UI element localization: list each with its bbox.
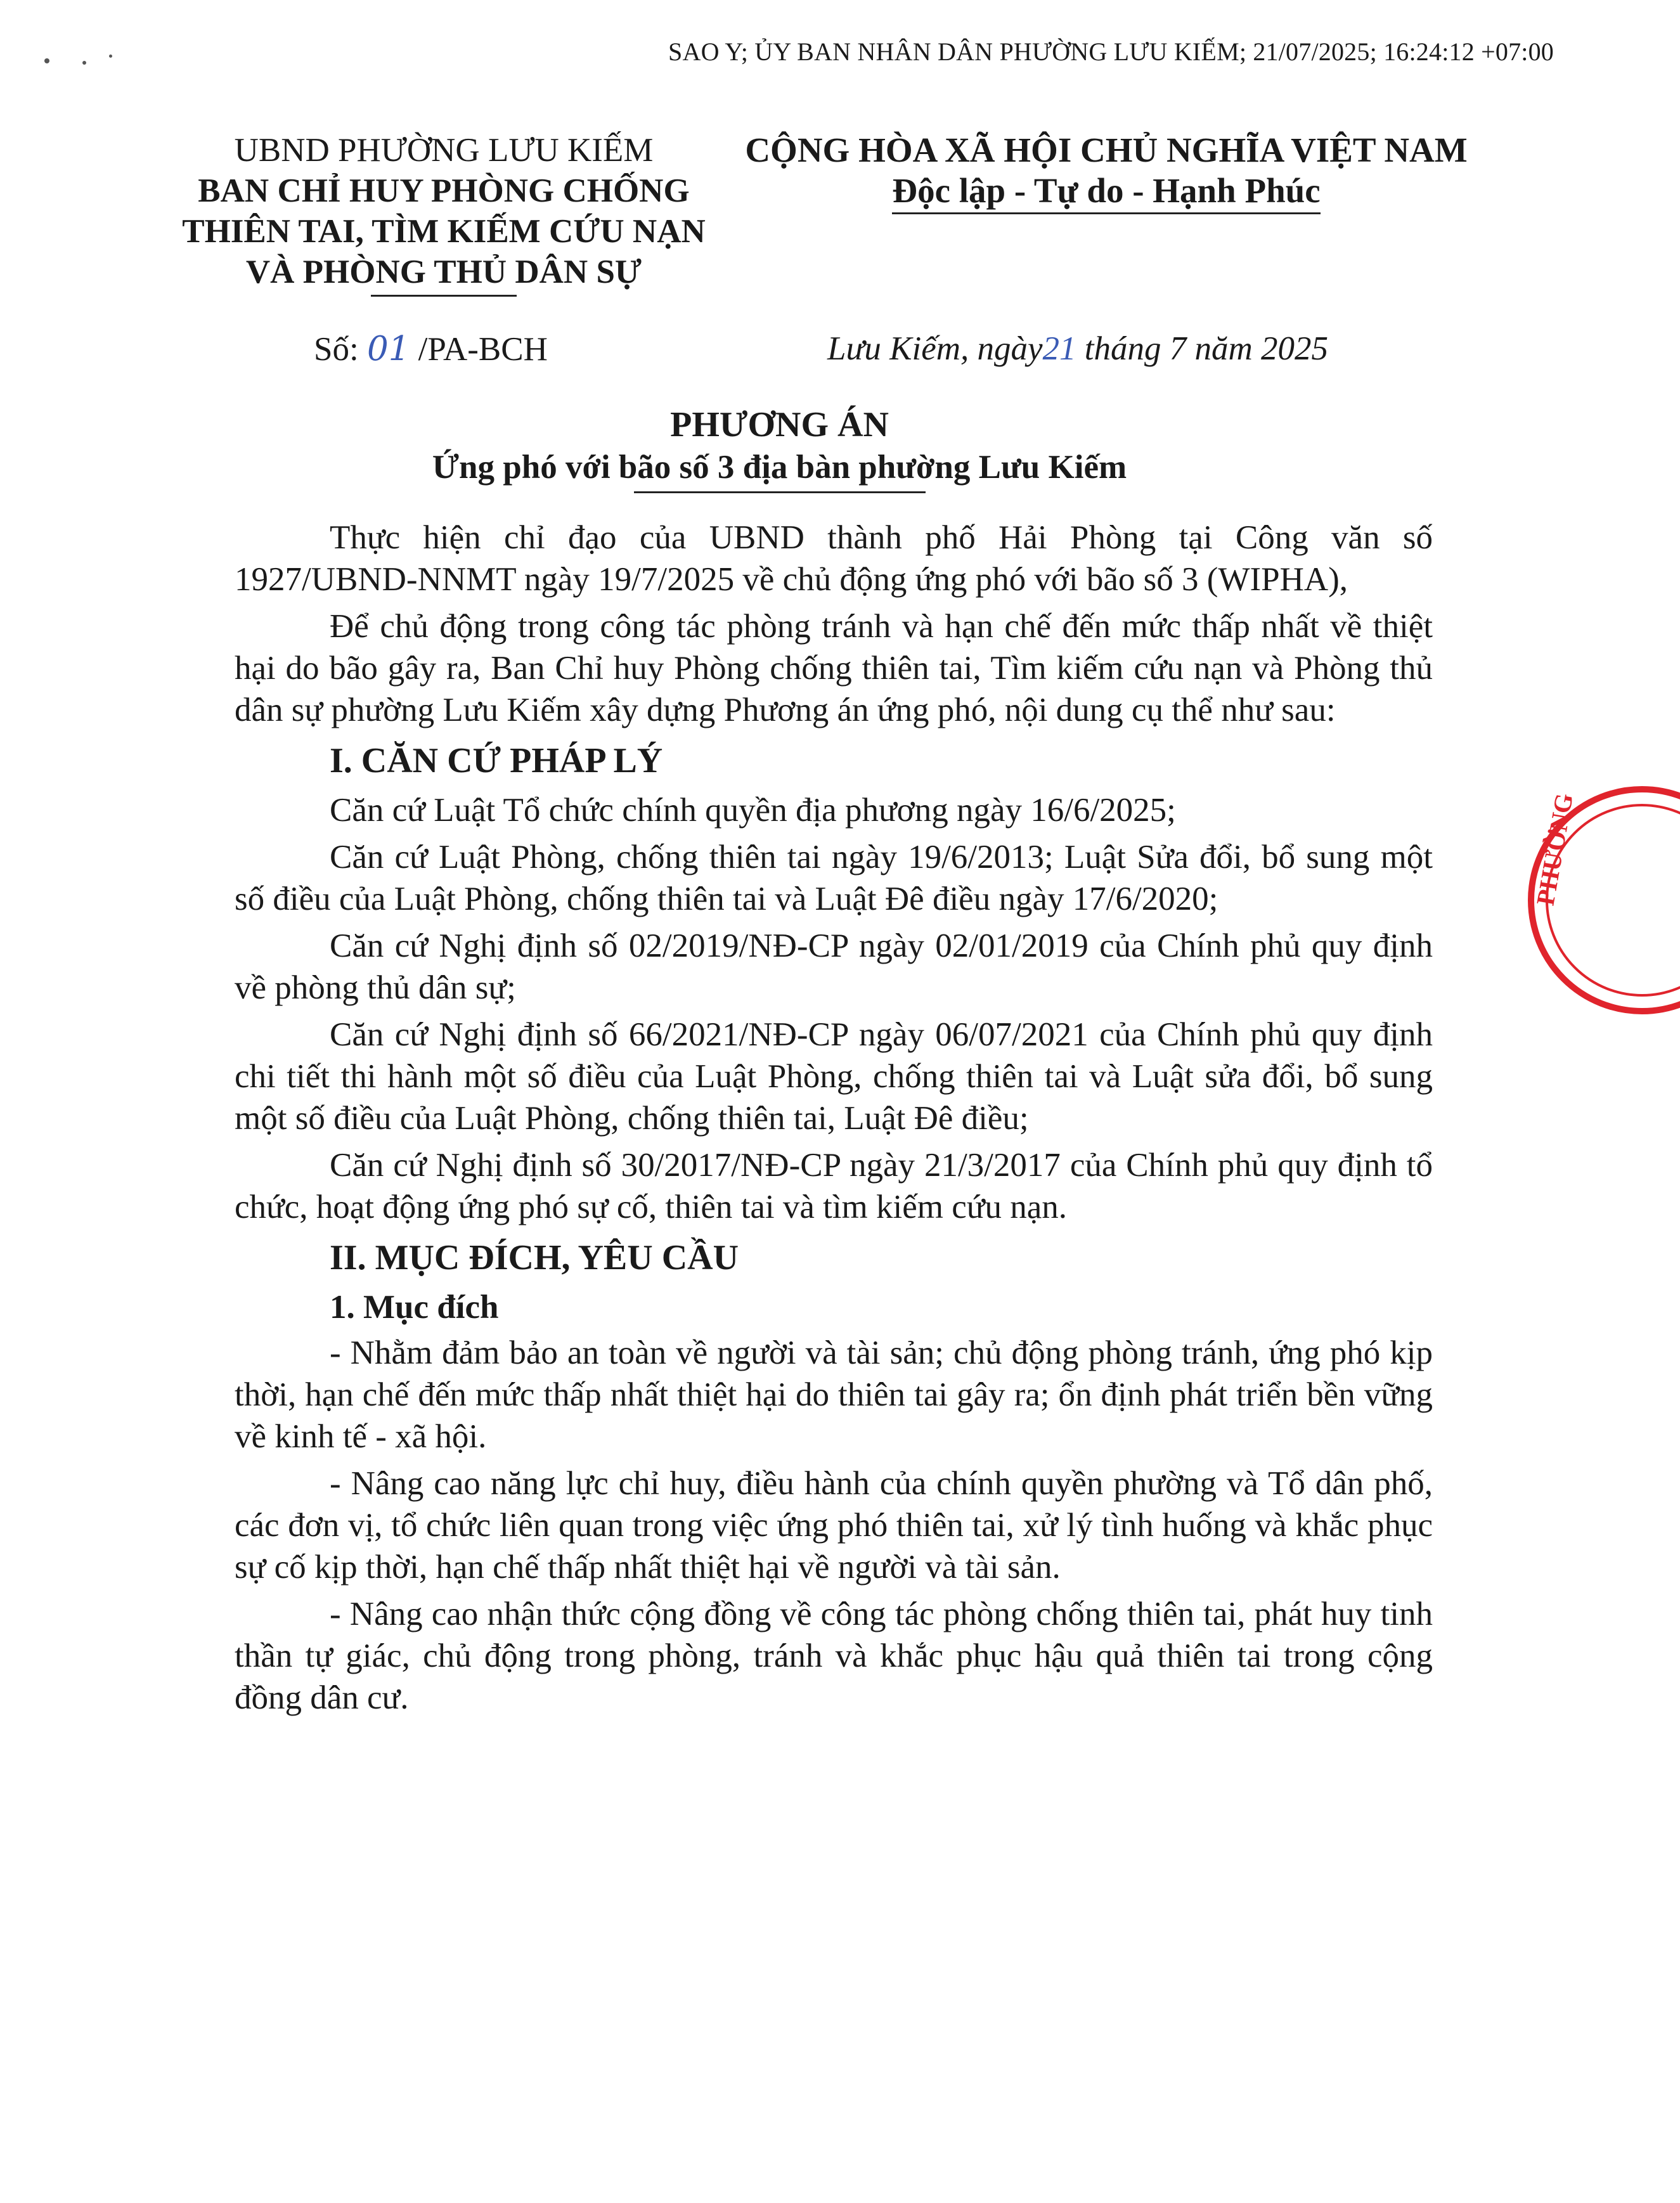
purpose-paragraph: - Nâng cao năng lực chỉ huy, điều hành của chính quyền phường và Tổ dân phố, các đơn vị, tổ chức liên quan trong việc ứng phó thiên tai, xử lý tình huống và khắc phục sự cố kịp thời, hạn chế thấp nhất thiệt hại về người và tài sản. [235, 1465, 1433, 1586]
section-heading: II. MỤC ĐÍCH, YÊU CẦU [330, 1238, 739, 1277]
purpose-paragraph: - Nâng cao nhận thức cộng đồng về công tác phòng chống thiên tai, phát huy tinh thần tự giác, chủ động trong phòng, tránh và khắc phục hậu quả thiên tai trong cộng đồng dân cư. [235, 1596, 1433, 1716]
document-title-block [0, 403, 1559, 493]
national-title: CỘNG HÒA XÃ HỘI CHỦ NGHĨA VIỆT NAM [745, 131, 1468, 169]
digital-copy-stamp: SAO Y; ỦY BAN NHÂN DÂN PHƯỜNG LƯU KIẾM; 21/07/2025; 16:24:12 +07:00 [668, 37, 1554, 66]
red-seal-stamp [1515, 780, 1680, 1021]
document-title: PHƯƠNG ÁN [670, 405, 889, 444]
legal-basis-paragraph: Căn cứ Luật Phòng, chống thiên tai ngày 19/6/2013; Luật Sửa đổi, bổ sung một số điều của Luật Phòng, chống thiên tai và Luật Đê điều ngày 17/6/2020; [235, 839, 1433, 917]
scan-speck [44, 58, 49, 63]
section-heading: I. CĂN CỨ PHÁP LÝ [330, 741, 663, 780]
intro-paragraph: Để chủ động trong công tác phòng tránh và hạn chế đến mức thấp nhất về thiệt hại do bão gây ra, Ban Chỉ huy Phòng chống thiên tai, Tìm kiếm cứu nạn và Phòng thủ dân sự phường Lưu Kiếm xây dựng Phương án ứng phó, nội dung cụ thể như sau: [235, 608, 1433, 728]
issuing-agency-block [158, 130, 729, 297]
document-date [827, 330, 1328, 368]
subsection-heading: 1. Mục đích [330, 1289, 499, 1326]
intro-paragraph: Thực hiện chỉ đạo của UBND thành phố Hải Phòng tại Công văn số 1927/UBND-NNMT ngày 19/7/2025 về chủ động ứng phó với bão số 3 (WIPHA), [235, 519, 1433, 598]
document-number [314, 330, 548, 368]
scan-speck [109, 55, 112, 58]
board-name-line: THIÊN TAI, TÌM KIẾM CỨU NẠN [182, 213, 706, 250]
legal-basis-paragraph: Căn cứ Luật Tổ chức chính quyền địa phương ngày 16/6/2025; [330, 792, 1176, 829]
legal-basis-paragraph: Căn cứ Nghị định số 66/2021/NĐ-CP ngày 06/07/2021 của Chính phủ quy định chi tiết thi hành một số điều của Luật Phòng, chống thiên tai và Luật sửa đổi, bổ sung một số điều của Luật Phòng, chống thiên tai, Luật Đê điều; [235, 1016, 1433, 1137]
doc-number-prefix: Số: [314, 331, 367, 368]
doc-date-handwritten: 21 [1042, 330, 1076, 367]
legal-basis-paragraph: Căn cứ Nghị định số 02/2019/NĐ-CP ngày 02/01/2019 của Chính phủ quy định về phòng thủ dân sự; [235, 927, 1433, 1006]
scan-speck [82, 61, 86, 65]
agency-underline [371, 295, 517, 297]
seal-text: PHƯỜNG [1530, 791, 1579, 908]
purpose-paragraph: - Nhằm đảm bảo an toàn về người và tài sản; chủ động phòng tránh, ứng phó kịp thời, hạn chế đến mức thấp nhất thiệt hại do thiên tai gây ra; ổn định phát triển bền vững về kinh tế - xã hội. [235, 1334, 1433, 1455]
legal-basis-paragraph: Căn cứ Nghị định số 30/2017/NĐ-CP ngày 21/3/2017 của Chính phủ quy định tổ chức, hoạt động ứng phó sự cố, thiên tai và tìm kiếm cứu nạn. [235, 1147, 1433, 1225]
agency-name: UBND PHƯỜNG LƯU KIẾM [234, 132, 654, 169]
national-motto: Độc lập - Tự do - Hạnh Phúc [892, 171, 1320, 214]
doc-date-prefix: Lưu Kiếm, ngày [827, 330, 1043, 367]
board-name-line: BAN CHỈ HUY PHÒNG CHỐNG [198, 172, 690, 209]
national-header-block [742, 130, 1471, 214]
document-subtitle: Ứng phó với bão số 3 địa bàn phường Lưu Kiếm [432, 449, 1127, 486]
title-underline [634, 491, 926, 493]
document-body [235, 517, 1433, 1724]
doc-date-suffix: tháng 7 năm 2025 [1076, 330, 1329, 367]
doc-number-handwritten: 01 [366, 330, 410, 368]
board-name-line: VÀ PHÒNG THỦ DÂN SỰ [245, 254, 642, 290]
doc-number-suffix: /PA-BCH [410, 331, 548, 368]
